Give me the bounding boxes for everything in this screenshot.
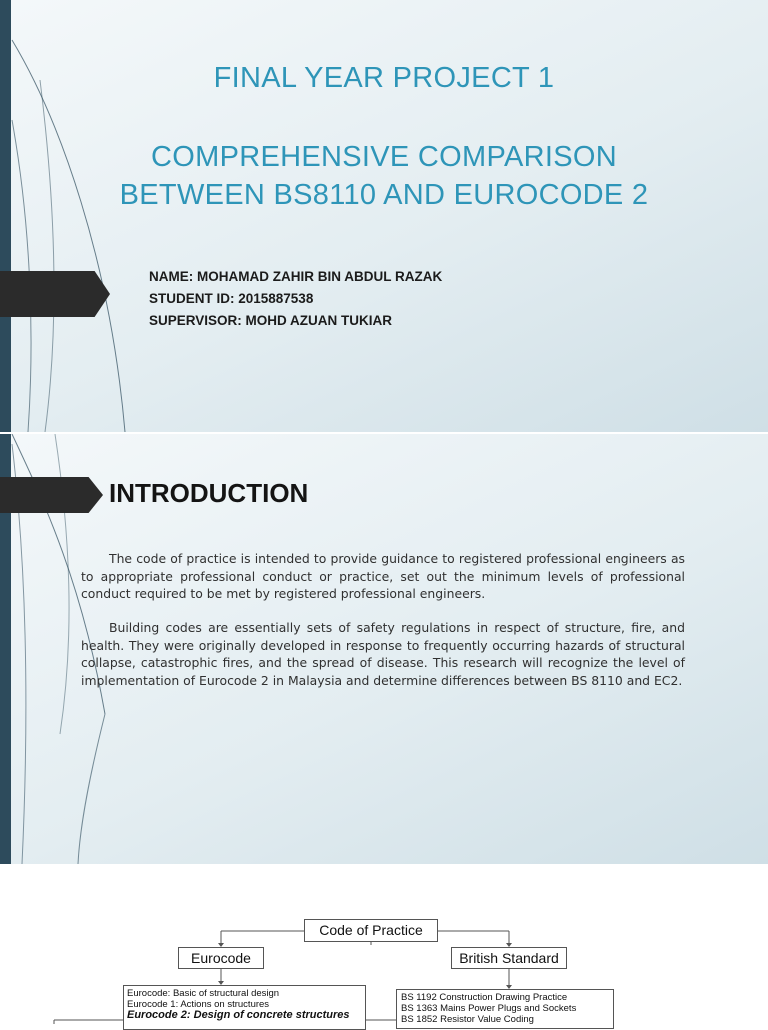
list-item: Eurocode: Basic of structural design <box>127 988 280 999</box>
list-item: BS 1852 Resistor Value Coding <box>401 1014 534 1025</box>
list-item: Eurocode 1: Actions on structures <box>127 999 270 1010</box>
intro-paragraph-2: Building codes are essentially sets of safety regulations in respect of structure, fire, and health. They were originally developed in response to frequently occurring hazards of structural collapse, catastrophic fires, and the spread of disease. This research will recognize the level of implementation of Eurocode 2 in Malaysia and determine differences between BS 8110 and EC2. <box>81 620 685 688</box>
code-of-practice-diagram <box>0 866 768 1024</box>
diagram-eurocode-node: Eurocode <box>178 947 264 969</box>
arrow-tab-decoration <box>0 271 110 317</box>
subtitle-line-2: BETWEEN BS8110 AND EUROCODE 2 <box>119 179 649 211</box>
arrow-tab-decoration <box>0 477 103 513</box>
british-standard-list <box>396 989 614 1029</box>
eurocode-list <box>123 985 366 1030</box>
student-info <box>149 266 442 332</box>
list-item: BS 1363 Mains Power Plugs and Sockets <box>401 1003 577 1014</box>
diagram-british-standard-node: British Standard <box>451 947 567 969</box>
subtitle-line-1: COMPREHENSIVE COMPARISON <box>151 141 617 173</box>
diagram-connectors <box>0 866 768 1024</box>
introduction-slide <box>0 434 768 864</box>
section-heading: INTRODUCTION <box>109 478 309 508</box>
list-item: BS 1192 Construction Drawing Practice <box>401 992 568 1003</box>
diagram-root-node: Code of Practice <box>304 919 438 942</box>
title-slide <box>0 0 768 432</box>
intro-paragraph-1: The code of practice is intended to provide guidance to registered professional engineers as to appropriate professional conduct or practice, set out the minimum levels of professional conduct required to be met by registered professional engineers. <box>81 551 685 601</box>
student-id: STUDENT ID: 2015887538 <box>149 291 314 306</box>
slide-subtitle <box>0 138 768 214</box>
student-name: NAME: MOHAMAD ZAHIR BIN ABDUL RAZAK <box>149 269 443 284</box>
supervisor-name: SUPERVISOR: MOHD AZUAN TUKIAR <box>149 313 393 328</box>
slide-title: FINAL YEAR PROJECT 1 <box>213 62 555 94</box>
list-item: Eurocode 2: Design of concrete structures <box>127 1009 350 1021</box>
